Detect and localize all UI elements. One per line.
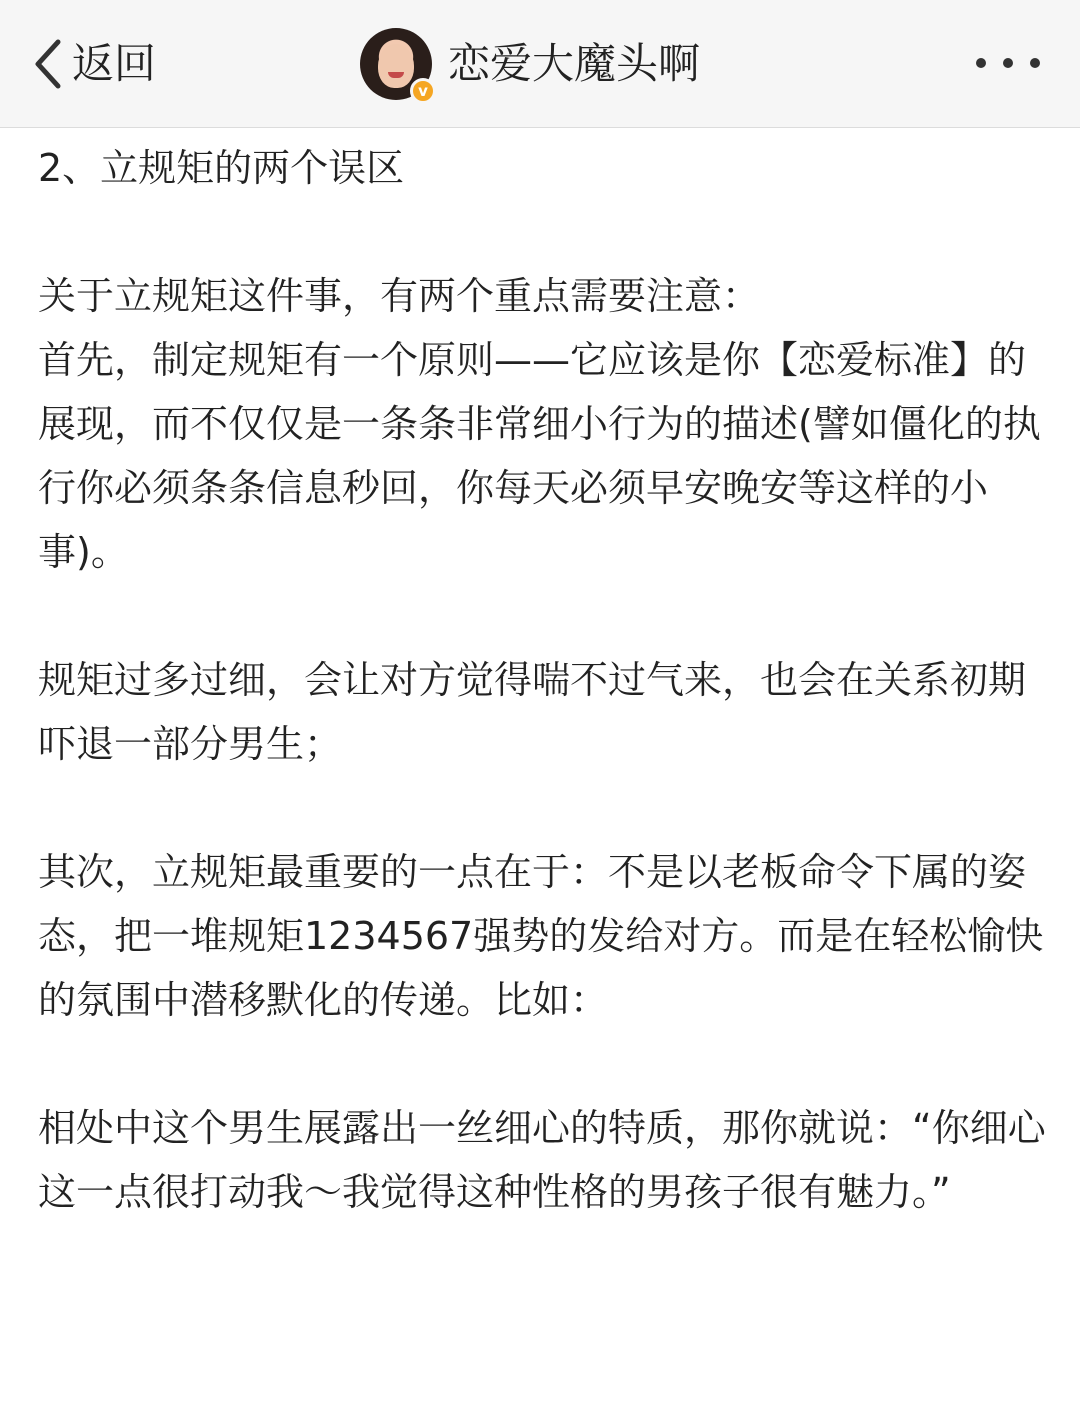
article-paragraph: 其次，立规矩最重要的一点在于：不是以老板命令下属的姿态，把一堆规矩1234567强势的发给对方。而是在轻松愉快的氛围中潜移默化的传递。比如： [38, 850, 1044, 1022]
article-paragraph: 关于立规矩这件事，有两个重点需要注意： [38, 274, 761, 318]
more-options-button[interactable] [976, 50, 1040, 76]
more-dot-icon [1003, 58, 1013, 68]
article-paragraph: 相处中这个男生展露出一丝细心的特质，那你就说：“你细心这一点很打动我～我觉得这种性格的男孩子很有魅力。” [38, 1106, 1046, 1214]
avatar-face [378, 44, 414, 88]
more-dot-icon [976, 58, 986, 68]
back-label: 返回 [72, 39, 157, 88]
chevron-left-icon [30, 34, 66, 94]
article-paragraph: 规矩过多过细，会让对方觉得喘不过气来，也会在关系初期吓退一部分男生； [38, 658, 1027, 766]
author-profile[interactable] [360, 28, 700, 100]
avatar[interactable] [360, 28, 432, 100]
back-button[interactable] [30, 34, 156, 94]
section-heading: 2、立规矩的两个误区 [38, 146, 405, 190]
top-navigation-bar [0, 0, 1080, 128]
verified-badge-icon: v [410, 78, 436, 104]
more-dot-icon [1030, 58, 1040, 68]
article-body [38, 136, 1048, 1224]
article-paragraph: 首先，制定规矩有一个原则——它应该是你【恋爱标准】的展现，而不仅仅是一条条非常细小行为的描述(譬如僵化的执行你必须条条信息秒回，你每天必须早安晚安等这样的小事)。 [38, 338, 1041, 574]
username[interactable]: 恋爱大魔头啊 [448, 39, 701, 88]
